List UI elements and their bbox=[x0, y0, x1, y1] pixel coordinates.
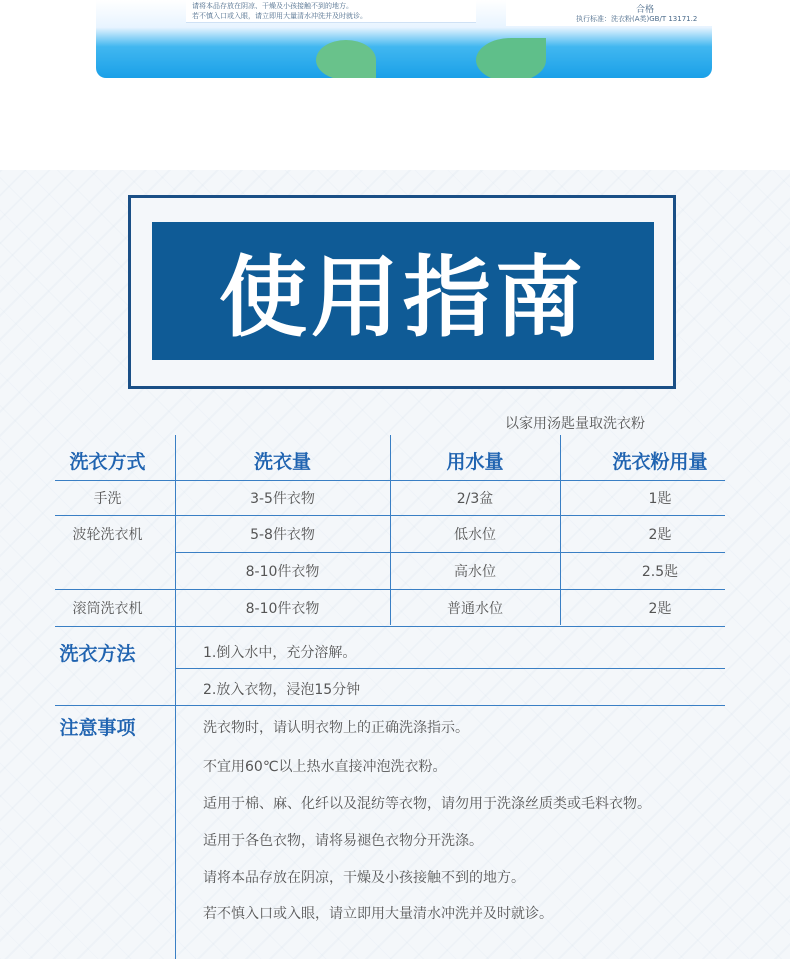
package-fine-print: 若不慎入口或入眼，请立即用大量清水冲洗并及时就诊。 bbox=[192, 12, 367, 20]
table-cell-powder: 1匙 bbox=[648, 490, 672, 507]
note-item: 请将本品存放在阴凉，干燥及小孩接触不到的地方。 bbox=[203, 870, 525, 886]
table-header-water: 用水量 bbox=[446, 450, 504, 473]
table-cell-powder: 2匙 bbox=[648, 526, 672, 543]
package-fine-print: 执行标准：洗衣粉(A类)GB/T 13171.2 bbox=[576, 15, 698, 23]
note-item: 适用于各色衣物，请将易褪色衣物分开洗涤。 bbox=[203, 833, 483, 849]
table-cell-load: 8-10件衣物 bbox=[245, 563, 320, 580]
table-cell-method: 手洗 bbox=[93, 490, 122, 507]
leaf-decoration bbox=[476, 38, 546, 78]
table-header-load: 洗衣量 bbox=[253, 450, 311, 473]
package-fine-print: 请将本品存放在阴凉、干燥及小孩接触不到的地方。 bbox=[192, 2, 353, 10]
note-item: 若不慎入口或入眼，请立即用大量清水冲洗并及时就诊。 bbox=[203, 906, 553, 922]
note-item: 洗衣物时，请认明衣物上的正确洗涤指示。 bbox=[203, 720, 469, 736]
table-cell-load: 3-5件衣物 bbox=[250, 490, 315, 507]
package-label-right bbox=[506, 0, 712, 26]
note-item: 不宜用60℃以上热水直接冲泡洗衣粉。 bbox=[203, 759, 447, 775]
method-section-title: 洗衣方法 bbox=[59, 642, 136, 665]
table-header-method: 洗衣方式 bbox=[69, 450, 146, 473]
guide-title: 使用指南 bbox=[218, 246, 587, 349]
note-item: 适用于棉、麻、化纤以及混纺等衣物，请勿用于洗涤丝质类或毛料衣物。 bbox=[203, 796, 651, 812]
table-cell-water: 普通水位 bbox=[447, 600, 503, 617]
table-divider bbox=[55, 705, 725, 706]
measure-note: 以家用汤匙量取洗衣粉 bbox=[505, 416, 645, 432]
table-cell-load: 5-8件衣物 bbox=[250, 526, 315, 543]
table-cell-powder: 2.5匙 bbox=[641, 563, 679, 580]
guide-title-banner bbox=[152, 222, 654, 360]
package-label-left bbox=[186, 0, 476, 23]
table-cell-powder: 2匙 bbox=[648, 600, 672, 617]
table-header-powder: 洗衣粉用量 bbox=[612, 450, 708, 473]
product-package-strip bbox=[96, 0, 712, 78]
table-cell-water: 低水位 bbox=[454, 526, 496, 543]
table-cell-water: 2/3盆 bbox=[456, 490, 494, 507]
leaf-decoration bbox=[316, 40, 376, 78]
method-step: 1.倒入水中，充分溶解。 bbox=[203, 645, 357, 661]
table-divider bbox=[175, 668, 725, 669]
table-divider bbox=[55, 626, 725, 627]
package-fine-print: 合格 bbox=[636, 5, 655, 15]
notes-section-title: 注意事项 bbox=[59, 716, 136, 739]
table-cell-method: 波轮洗衣机 bbox=[72, 526, 143, 543]
table-cell-load: 8-10件衣物 bbox=[245, 600, 320, 617]
method-step: 2.放入衣物，浸泡15分钟 bbox=[203, 682, 361, 698]
table-cell-method: 滚筒洗衣机 bbox=[72, 600, 143, 617]
table-cell-water: 高水位 bbox=[454, 563, 496, 580]
